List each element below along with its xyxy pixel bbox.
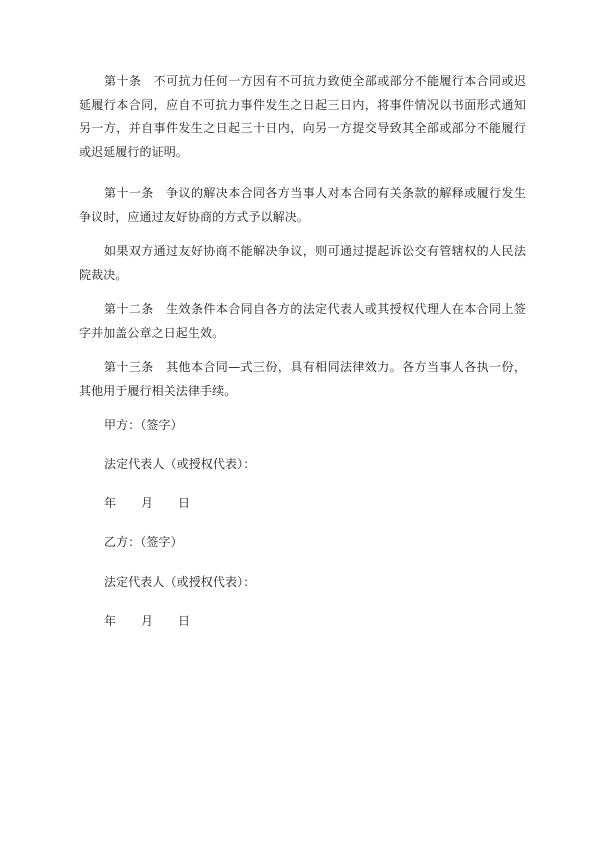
party-b-representative: 法定代表人（或授权代表）： bbox=[104, 575, 256, 589]
party-a-date bbox=[104, 492, 190, 516]
party-b-signature: 乙方：（签字） bbox=[104, 535, 183, 549]
date-year: 年 bbox=[104, 614, 117, 628]
party-b-date bbox=[104, 610, 190, 634]
party-a-signature: 甲方：（签字） bbox=[104, 418, 183, 432]
article-11-continued: 如果双方通过友好协商不能解决争议，则可通过提起诉讼交有管辖权的人民法院裁决。 bbox=[79, 244, 526, 282]
article-13: 第十三条 其他本合同—式三份，具有相同法律效力。各方当事人各执一份，其他用于履行相关法律手续。 bbox=[79, 360, 526, 398]
article-11: 第十一条 争议的解决本合同各方当事人对本合同有关条款的解释或履行发生争议时，应通过友好协商的方式予以解决。 bbox=[79, 186, 526, 224]
date-year: 年 bbox=[104, 496, 117, 510]
article-12: 第十二条 生效条件本合同自各方的法定代表人或其授权代理人在本合同上签字并加盖公章之日起生效。 bbox=[79, 302, 526, 340]
article-10: 第十条 不可抗力任何一方因有不可抗力致使全部或部分不能履行本合同或迟延履行本合同，应自不可抗力事件发生之日起三日内，将事件情况以书面形式通知另一方，并自事件发生之日起三十日内，向另一方提交导致其全部或部分不能履行或迟延履行的证明。 bbox=[79, 74, 526, 159]
date-day: 日 bbox=[178, 496, 191, 510]
date-month: 月 bbox=[141, 614, 154, 628]
party-a-representative: 法定代表人（或授权代表）： bbox=[104, 457, 256, 471]
date-day: 日 bbox=[178, 614, 191, 628]
date-month: 月 bbox=[141, 496, 154, 510]
